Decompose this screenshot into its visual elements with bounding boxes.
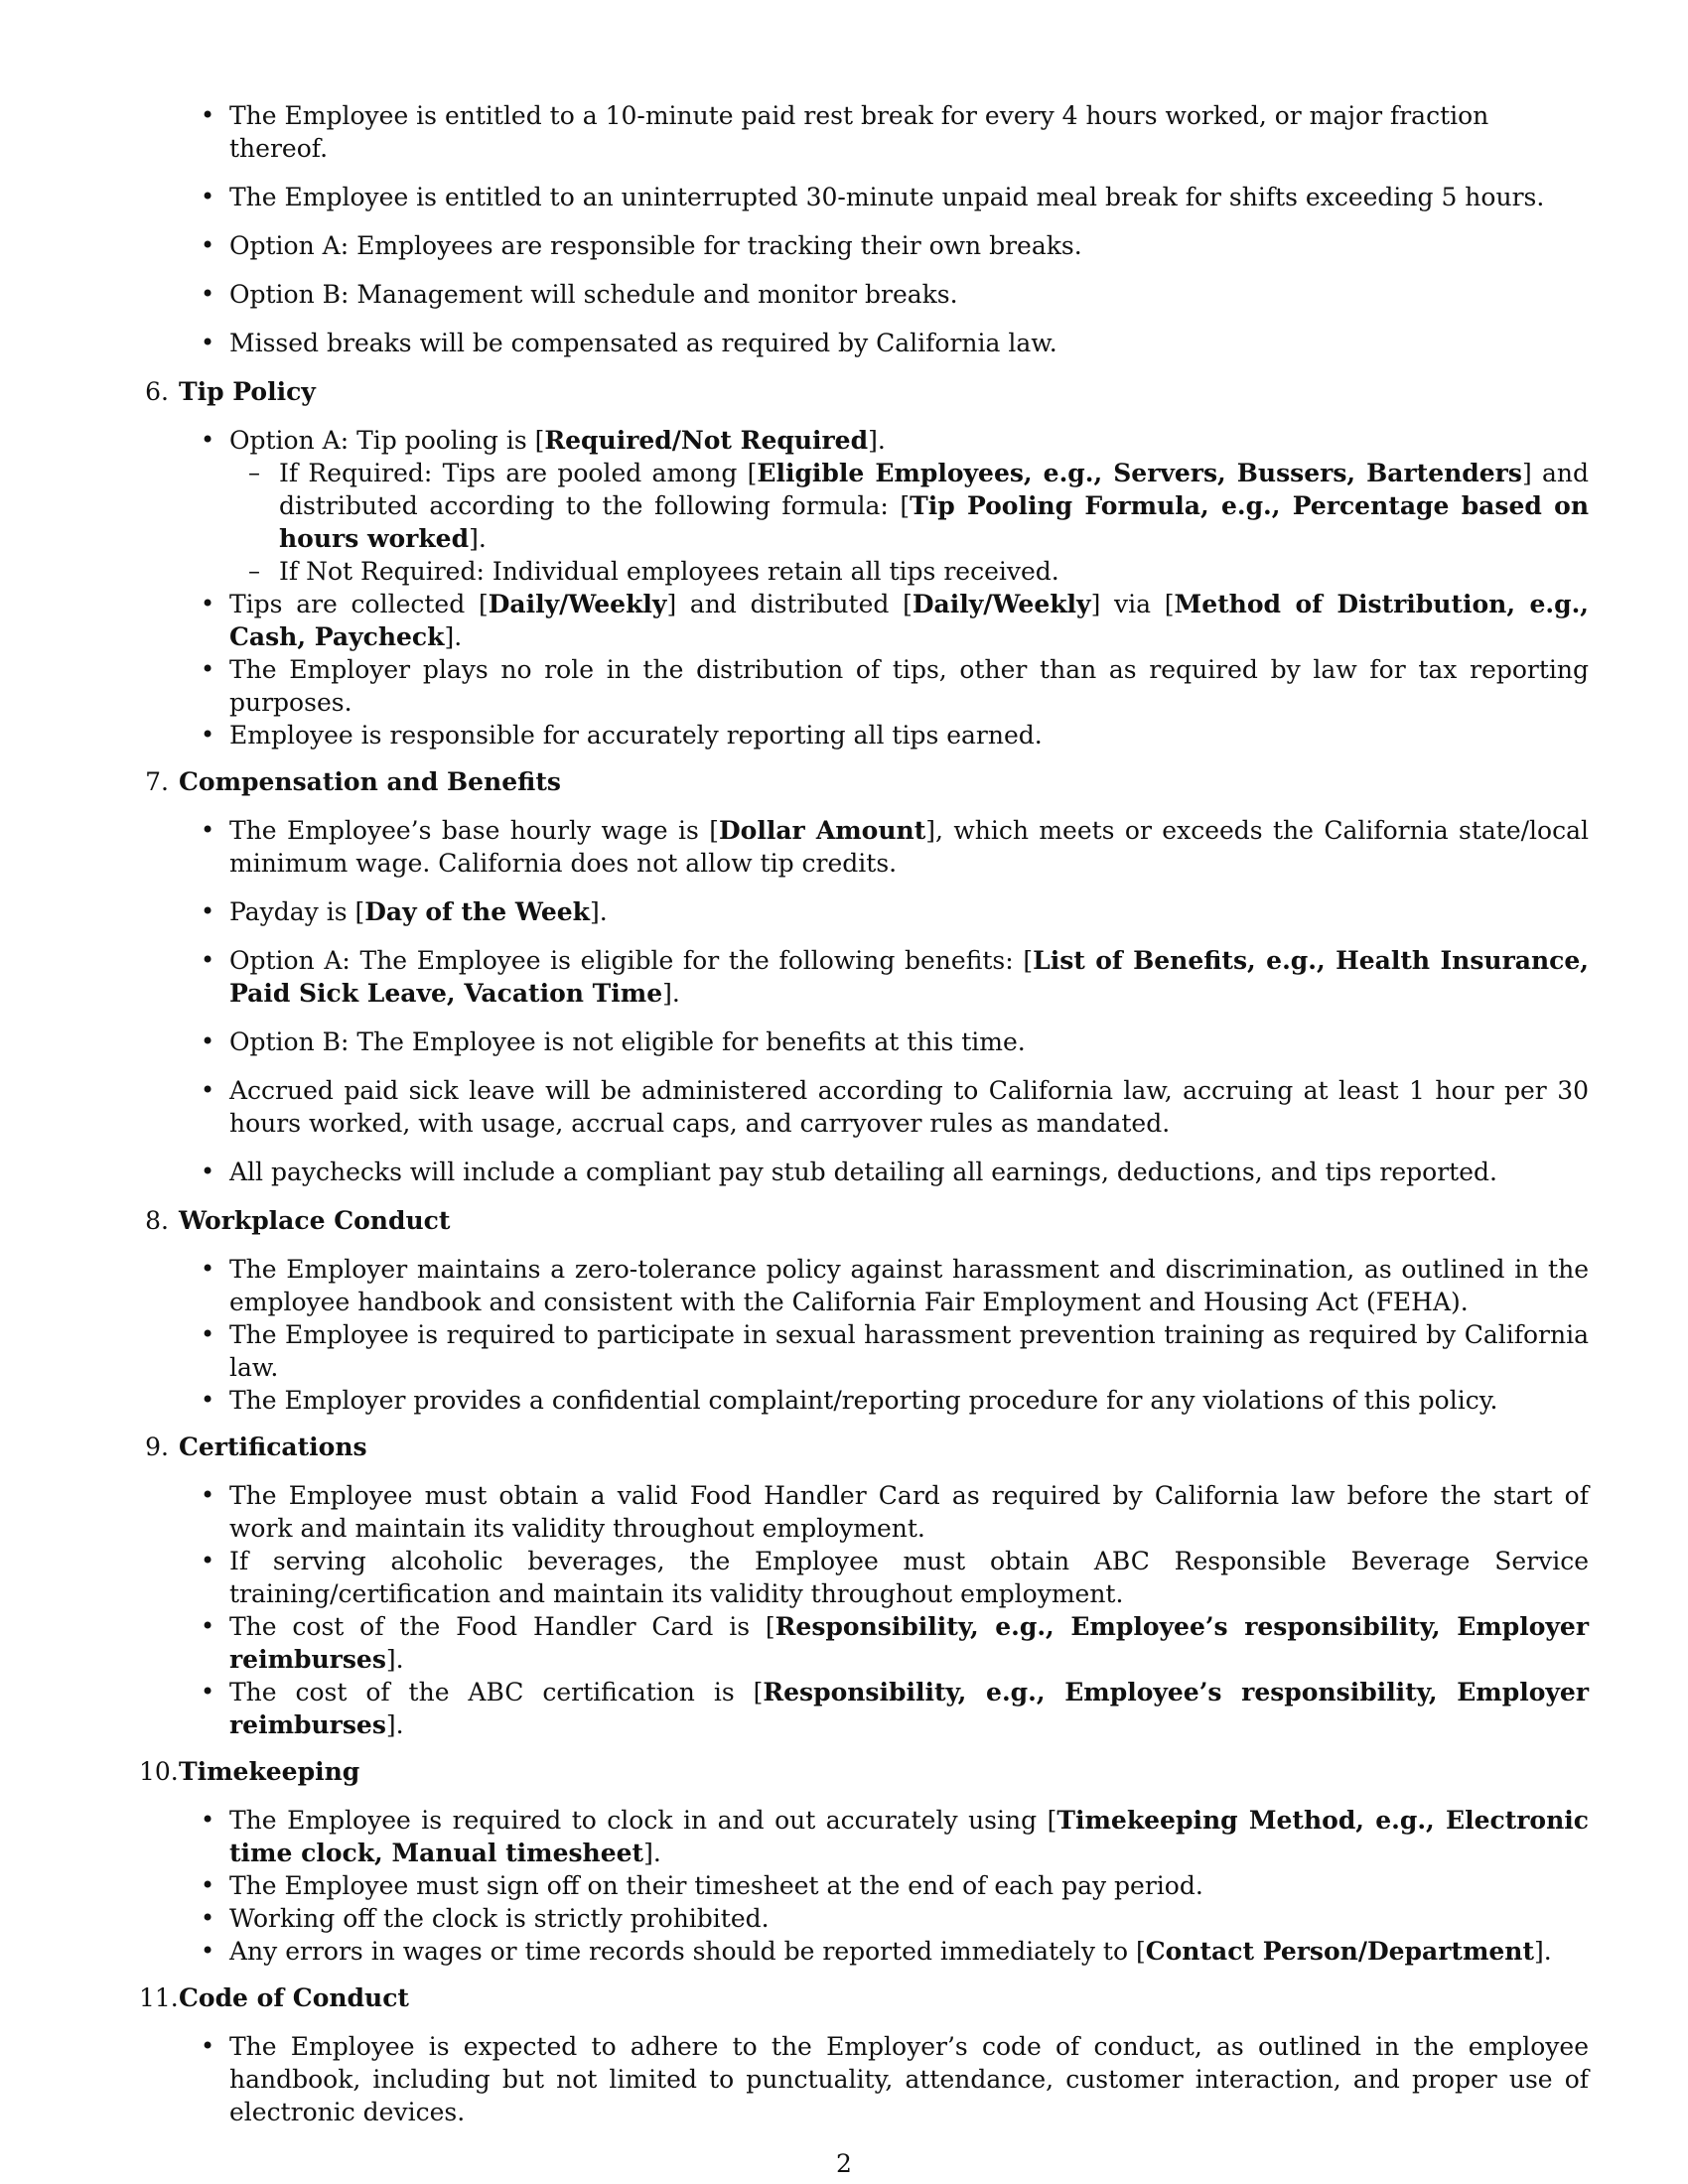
body-text: [: [747, 459, 758, 487]
page-number: 2: [836, 2149, 852, 2178]
body-text: ] and distributed: [666, 590, 904, 618]
list-item: [229, 1869, 1589, 1902]
body-text: ].: [469, 524, 487, 553]
placeholder-text: Daily/Weekly: [912, 590, 1091, 618]
list-item: [229, 814, 1589, 880]
body-text: Option B: The Employee is not eligible for benefits at this time.: [229, 1027, 1026, 1056]
body-text: The Employee’s base hourly wage is: [229, 816, 710, 845]
section-timekeeping: [139, 1755, 1589, 1968]
body-text: The Employer provides a confidential complaint/reporting procedure for any violations of this policy.: [229, 1386, 1498, 1415]
placeholder-text: Responsibility, e.g., Employee’s responsibility, Employer reimburses: [229, 1612, 1589, 1674]
list-item: [229, 1676, 1589, 1741]
section-bullet-list: [229, 2030, 1589, 2128]
body-text: ].: [385, 1645, 404, 1674]
section-workplace-conduct: [139, 1204, 1589, 1417]
list-item: • The Employee is entitled to a 10-minute paid rest break for every 4 hours worked, or major fraction thereof.: [229, 99, 1589, 165]
section-bullet-list: [229, 1253, 1589, 1417]
body-text: If Required: Tips are pooled among: [279, 459, 748, 487]
list-item: [229, 653, 1589, 719]
section-number: 7.: [145, 767, 169, 796]
section-heading: [139, 1981, 1589, 2014]
body-text: The Employee is expected to adhere to the Employer’s code of conduct, as outlined in the employee handbook, including but not limited to punctuality, attendance, customer interaction, and proper use of electronic devices.: [229, 2032, 1589, 2126]
placeholder-text: Daily/Weekly: [488, 590, 667, 618]
list-item: [229, 1025, 1589, 1058]
intro-list: [229, 99, 1589, 359]
body-text: [: [903, 590, 913, 618]
section-heading: [139, 1431, 1589, 1463]
list-item: [229, 1545, 1589, 1610]
section-title: Tip Policy: [179, 377, 316, 406]
list-item: [229, 1384, 1589, 1417]
section-number: 8.: [145, 1206, 169, 1235]
body-text: Tips are collected: [229, 590, 479, 618]
placeholder-text: Day of the Week: [364, 897, 590, 926]
section-title: Timekeeping: [179, 1757, 360, 1786]
body-text: ].: [868, 426, 886, 455]
body-text: ] and distributed according to the following formula:: [279, 459, 1589, 520]
body-text: [: [753, 1678, 764, 1706]
section-compensation-and-benefits: [139, 765, 1589, 1188]
list-item: [229, 1804, 1589, 1869]
list-item: • The Employee is entitled to an uninterrupted 30-minute unpaid meal break for shifts exceeding 5 hours.: [229, 181, 1589, 213]
placeholder-text: Dollar Amount: [718, 816, 926, 845]
section-bullet-list: [229, 424, 1589, 751]
placeholder-text: Tip Pooling Formula, e.g., Percentage based on hours worked: [279, 491, 1589, 553]
placeholder-text: Eligible Employees, e.g., Servers, Bussers, Bartenders: [757, 459, 1522, 487]
list-item: [229, 1479, 1589, 1545]
body-text: ] via: [1090, 590, 1165, 618]
section-title: Compensation and Benefits: [179, 767, 561, 796]
body-text: [: [1164, 590, 1175, 618]
sections-container: [139, 375, 1589, 2128]
list-item: [229, 1935, 1589, 1968]
list-item: [229, 1902, 1589, 1935]
body-text: The cost of the Food Handler Card is: [229, 1612, 766, 1641]
placeholder-text: List of Benefits, e.g., Health Insurance, Paid Sick Leave, Vacation Time: [229, 946, 1589, 1008]
body-text: Option A: The Employee is eligible for the following benefits:: [229, 946, 1024, 975]
section-number: 11.: [139, 1983, 179, 2012]
body-text: ].: [643, 1839, 661, 1867]
body-text: If serving alcoholic beverages, the Employee must obtain ABC Responsible Beverage Service training/certification and maintain its validity throughout employment.: [229, 1547, 1589, 1608]
body-text: [: [709, 816, 719, 845]
placeholder-text: Required/Not Required: [544, 426, 869, 455]
list-item: [229, 719, 1589, 751]
body-text: ], which meets or exceeds the California state/local minimum wage. California does not allow tip credits.: [229, 816, 1590, 878]
list-item: [229, 944, 1589, 1010]
list-item: [229, 1253, 1589, 1318]
section-number: 6.: [145, 377, 169, 406]
body-text: [: [1135, 1937, 1146, 1966]
sub-list: [279, 457, 1589, 588]
body-text: [: [1047, 1806, 1057, 1835]
sub-list-item: [279, 457, 1589, 555]
body-text: Any errors in wages or time records should be reported immediately to: [229, 1937, 1136, 1966]
section-tip-policy: [139, 375, 1589, 751]
section-heading: [139, 1755, 1589, 1788]
body-text: [: [765, 1612, 775, 1641]
body-text: The Employee is required to participate in sexual harassment prevention training as required by California law.: [229, 1320, 1589, 1382]
body-text: All paychecks will include a compliant pay stub detailing all earnings, deductions, and tips reported.: [229, 1158, 1497, 1186]
section-title: Code of Conduct: [179, 1983, 409, 2012]
section-bullet-list: [229, 1804, 1589, 1968]
section-bullet-list: [229, 814, 1589, 1188]
body-text: Accrued paid sick leave will be administered according to California law, accruing at least 1 hour per 30 hours worked, with usage, accrual caps, and carryover rules as mandated.: [229, 1076, 1589, 1138]
body-text: [: [1023, 946, 1034, 975]
section-heading: [139, 765, 1589, 798]
body-text: The cost of the ABC certification is: [229, 1678, 754, 1706]
section-certifications: [139, 1431, 1589, 1741]
list-item: [229, 424, 1589, 588]
sub-list-item: [279, 555, 1589, 588]
section-heading: [139, 1204, 1589, 1237]
list-item: • Missed breaks will be compensated as required by California law.: [229, 327, 1589, 359]
list-item: [229, 1074, 1589, 1140]
list-item: • Option A: Employees are responsible for tracking their own breaks.: [229, 229, 1589, 262]
body-text: ].: [662, 979, 680, 1008]
body-text: ].: [385, 1710, 404, 1739]
body-text: ].: [444, 622, 463, 651]
body-text: The Employee must sign off on their timesheet at the end of each pay period.: [229, 1871, 1203, 1900]
body-text: Option A: Tip pooling is: [229, 426, 535, 455]
list-item: • Option B: Management will schedule and monitor breaks.: [229, 278, 1589, 311]
list-item: [229, 588, 1589, 653]
section-bullet-list: [229, 1479, 1589, 1741]
body-text: The Employer plays no role in the distribution of tips, other than as required by law for tax reporting purposes.: [229, 655, 1589, 717]
section-title: Certifications: [179, 1433, 367, 1461]
list-item: [229, 1318, 1589, 1384]
list-item: [229, 1610, 1589, 1676]
body-text: [: [354, 897, 365, 926]
placeholder-text: Contact Person/Department: [1145, 1937, 1535, 1966]
list-item: [229, 895, 1589, 928]
body-text: The Employer maintains a zero-tolerance policy against harassment and discrimination, as outlined in the employee handbook and consistent with the California Fair Employment and Housing Act (FEHA).: [229, 1255, 1589, 1316]
section-heading: [139, 375, 1589, 408]
list-item: [229, 2030, 1589, 2128]
section-code-of-conduct: [139, 1981, 1589, 2128]
body-text: If Not Required: Individual employees retain all tips received.: [279, 557, 1059, 586]
body-text: [: [534, 426, 545, 455]
placeholder-text: Method of Distribution, e.g., Cash, Paycheck: [229, 590, 1590, 651]
body-text: [: [900, 491, 911, 520]
body-text: [: [478, 590, 489, 618]
section-number: 10.: [139, 1757, 179, 1786]
body-text: Payday is: [229, 897, 355, 926]
body-text: Employee is responsible for accurately reporting all tips earned.: [229, 721, 1043, 750]
placeholder-text: Timekeeping Method, e.g., Electronic time clock, Manual timesheet: [229, 1806, 1589, 1867]
body-text: The Employee must obtain a valid Food Handler Card as required by California law before the start of work and maintain its validity throughout employment.: [229, 1481, 1589, 1543]
placeholder-text: Responsibility, e.g., Employee’s responsibility, Employer reimburses: [229, 1678, 1590, 1739]
body-text: ].: [1534, 1937, 1552, 1966]
document-body: [139, 99, 1589, 2128]
list-item: [229, 1156, 1589, 1188]
body-text: Working off the clock is strictly prohibited.: [229, 1904, 770, 1933]
section-title: Workplace Conduct: [179, 1206, 451, 1235]
section-number: 9.: [145, 1433, 169, 1461]
body-text: ].: [590, 897, 608, 926]
body-text: The Employee is required to clock in and out accurately using: [229, 1806, 1048, 1835]
